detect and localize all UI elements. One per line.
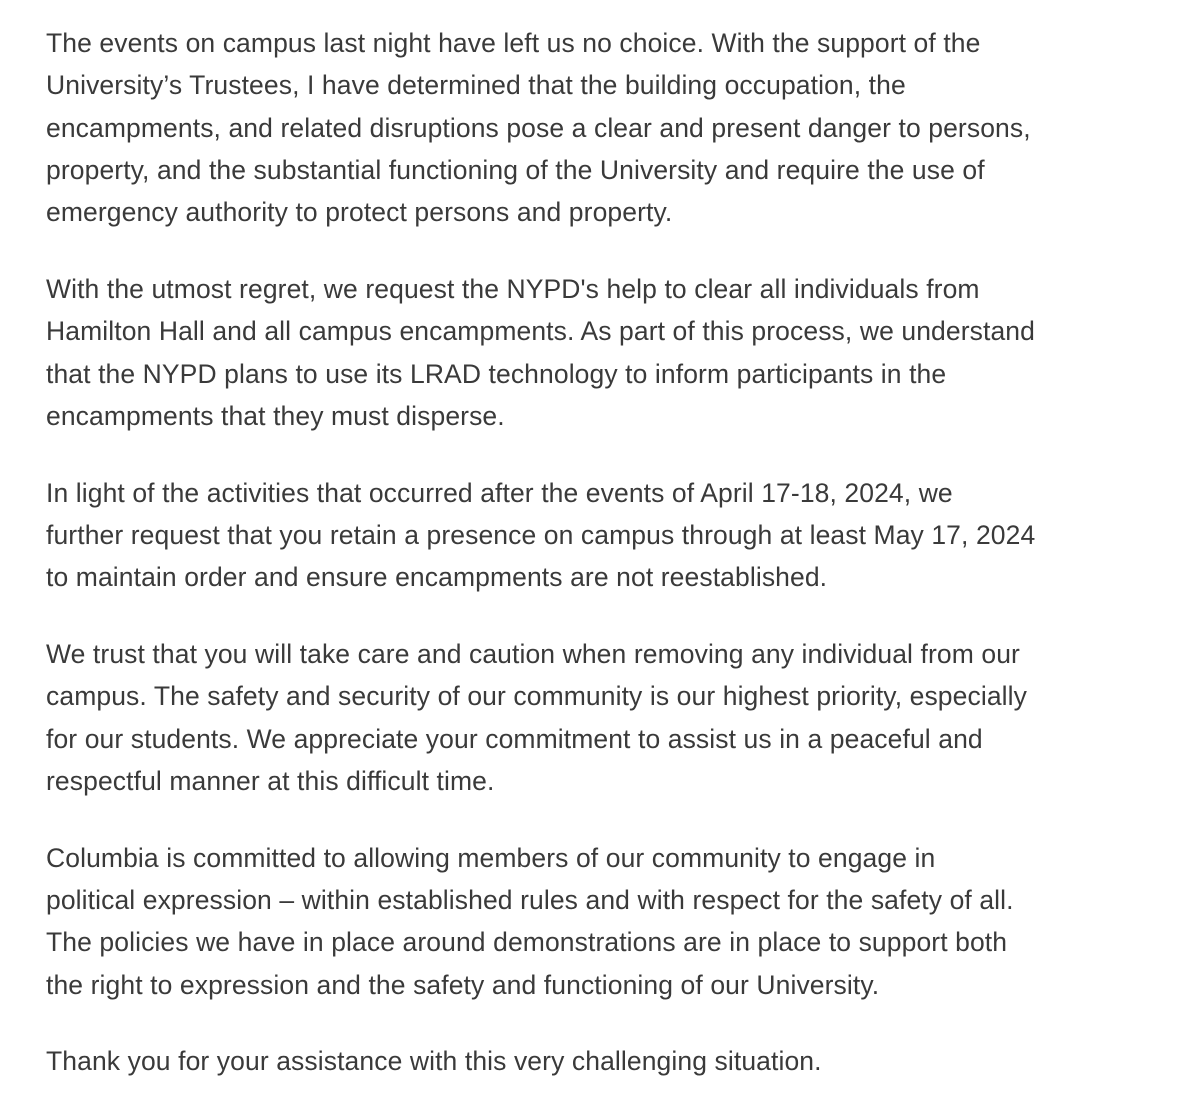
paragraph-line: for our students. We appreciate your commitment to assist us in a peaceful and xyxy=(46,723,983,754)
paragraph-line: University’s Trustees, I have determined that the building occupation, the xyxy=(46,70,906,101)
paragraph-3 xyxy=(46,472,1176,599)
paragraph-2 xyxy=(46,268,1176,437)
paragraph-line: the right to expression and the safety and functioning of our University. xyxy=(46,969,880,1000)
paragraph-line: In light of the activities that occurred after the events of April 17-18, 2024, we xyxy=(46,477,953,508)
paragraph-line: campus. The safety and security of our community is our highest priority, especially xyxy=(46,681,1027,712)
paragraph-line: respectful manner at this difficult time. xyxy=(46,765,495,796)
letter-body xyxy=(46,22,1176,1117)
paragraph-line: to maintain order and ensure encampments are not reestablished. xyxy=(46,562,828,593)
paragraph-line: The events on campus last night have left us no choice. With the support of the xyxy=(46,28,981,58)
paragraph-line: With the utmost regret, we request the NYPD's help to clear all individuals from xyxy=(46,273,980,304)
paragraph-line: political expression – within established rules and with respect for the safety of all. xyxy=(46,885,1014,916)
paragraph-line: Columbia is committed to allowing members of our community to engage in xyxy=(46,842,936,873)
paragraph-line: that the NYPD plans to use its LRAD technology to inform participants in the xyxy=(46,358,947,389)
paragraph-line: emergency authority to protect persons and property. xyxy=(46,197,673,228)
paragraph-line: The policies we have in place around demonstrations are in place to support both xyxy=(46,927,1008,958)
paragraph-line: encampments, and related disruptions pose a clear and present danger to persons, xyxy=(46,112,1031,143)
paragraph-1 xyxy=(46,22,1176,233)
paragraph-line: We trust that you will take care and caution when removing any individual from our xyxy=(46,639,1020,670)
paragraph-6 xyxy=(46,1040,1176,1082)
paragraph-line: encampments that they must disperse. xyxy=(46,400,505,431)
paragraph-4 xyxy=(46,633,1176,802)
paragraph-5 xyxy=(46,837,1176,1006)
paragraph-line: Thank you for your assistance with this very challenging situation. xyxy=(46,1046,822,1077)
paragraph-line: Hamilton Hall and all campus encampments. As part of this process, we understand xyxy=(46,316,1035,347)
paragraph-line: property, and the substantial functioning of the University and require the use of xyxy=(46,154,985,185)
paragraph-line: further request that you retain a presence on campus through at least May 17, 2024 xyxy=(46,519,1036,550)
